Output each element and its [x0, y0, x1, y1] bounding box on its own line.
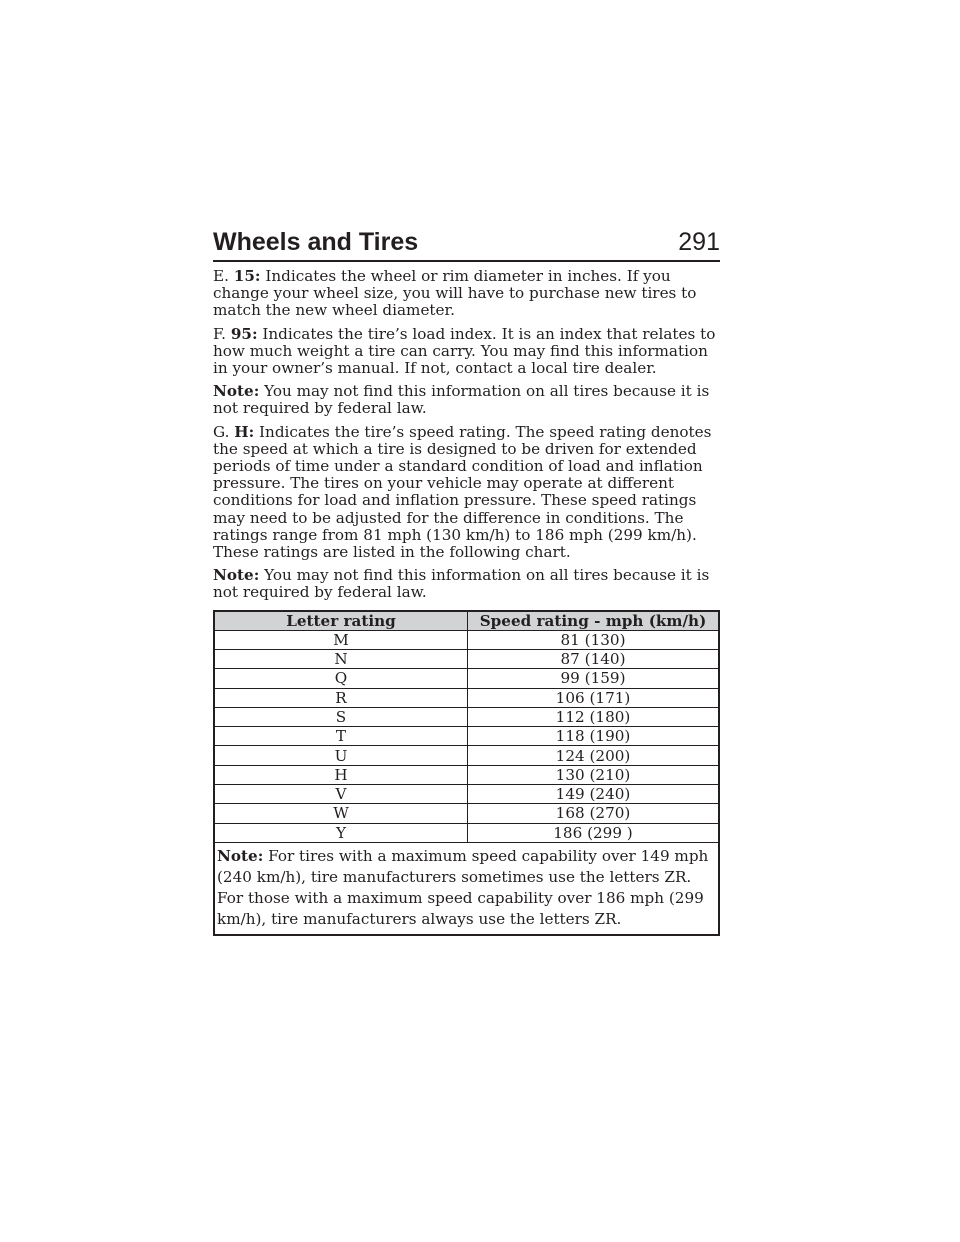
table-row	[214, 765, 719, 784]
note-text: For tires with a maximum speed capability over 149 mph (240 km/h), tire manufacturers sometimes use the letters ZR. For those with a maximum speed capability over 186 mph (299 km/h), tire manufacturers always use the letters ZR.	[217, 846, 709, 928]
note-text: You may not find this information on all tires because it is not required by federal law.	[213, 566, 710, 602]
note-label: Note:	[213, 382, 260, 401]
letter-cell: W	[214, 804, 468, 823]
table-row	[214, 707, 719, 726]
paragraph-f	[213, 326, 720, 378]
speed-cell: 186 (299 )	[468, 823, 720, 842]
table-header-row	[214, 611, 719, 631]
table-row	[214, 804, 719, 823]
table-note	[214, 842, 719, 935]
column-header-speed-rating: Speed rating - mph (km/h)	[468, 611, 720, 631]
speed-cell: 124 (200)	[468, 746, 720, 765]
letter-cell: M	[214, 630, 468, 649]
speed-cell: 130 (210)	[468, 765, 720, 784]
speed-cell: 168 (270)	[468, 804, 720, 823]
table-row	[214, 823, 719, 842]
table-row	[214, 669, 719, 688]
speed-cell: 118 (190)	[468, 727, 720, 746]
table-row	[214, 630, 719, 649]
item-text: Indicates the tire’s speed rating. The speed rating denotes the speed at which a tire is designed to be driven for extended periods of time under a standard condition of load and inflation pressure. The tires on your vehicle may operate at different conditions for load and inflation pressure. These speed ratings may need to be adjusted for the difference in conditions. The ratings range from 81 mph (130 km/h) to 186 mph (299 km/h). These ratings are listed in the following chart.	[213, 422, 712, 562]
item-label: 95:	[230, 324, 258, 343]
item-text: Indicates the wheel or rim diameter in inches. If you change your wheel size, you will have to purchase new tires to match the new wheel diameter.	[213, 267, 697, 320]
item-prefix: F.	[213, 324, 231, 343]
letter-cell: Q	[214, 669, 468, 688]
note-label: Note:	[217, 846, 264, 865]
letter-cell: U	[214, 746, 468, 765]
speed-cell: 106 (171)	[468, 688, 720, 707]
speed-cell: 149 (240)	[468, 785, 720, 804]
item-label: 15:	[233, 267, 261, 285]
speed-cell: 99 (159)	[468, 669, 720, 688]
letter-cell: V	[214, 785, 468, 804]
letter-cell: R	[214, 688, 468, 707]
table-row	[214, 785, 719, 804]
table-row	[214, 688, 719, 707]
section-title: Wheels and Tires	[213, 228, 419, 256]
header-divider	[213, 260, 720, 262]
letter-cell: T	[214, 727, 468, 746]
paragraph-g	[213, 424, 720, 562]
column-header-letter-rating: Letter rating	[214, 611, 468, 631]
letter-cell: H	[214, 765, 468, 784]
paragraph-e	[213, 268, 720, 320]
table-row	[214, 746, 719, 765]
speed-cell: 81 (130)	[468, 630, 720, 649]
letter-cell: Y	[214, 823, 468, 842]
speed-cell: 87 (140)	[468, 649, 720, 668]
table-note-row	[214, 842, 719, 935]
note-label: Note:	[213, 566, 260, 585]
item-prefix: G.	[213, 422, 235, 441]
page-content	[213, 268, 720, 936]
note-paragraph	[213, 567, 720, 601]
table-row	[214, 649, 719, 668]
item-label: H:	[234, 422, 255, 441]
note-text: You may not find this information on all tires because it is not required by federal law.	[213, 382, 710, 418]
item-prefix: E.	[213, 267, 234, 285]
letter-cell: N	[214, 649, 468, 668]
speed-cell: 112 (180)	[468, 707, 720, 726]
item-text: Indicates the tire’s load index. It is an index that relates to how much weight a tire can carry. You may find this information in your owner’s manual. If not, contact a local tire dealer.	[213, 324, 716, 378]
page-header	[213, 226, 720, 264]
speed-rating-table	[213, 610, 720, 936]
letter-cell: S	[214, 707, 468, 726]
page-number: 291	[678, 228, 720, 256]
note-paragraph	[213, 383, 720, 417]
table-row	[214, 727, 719, 746]
